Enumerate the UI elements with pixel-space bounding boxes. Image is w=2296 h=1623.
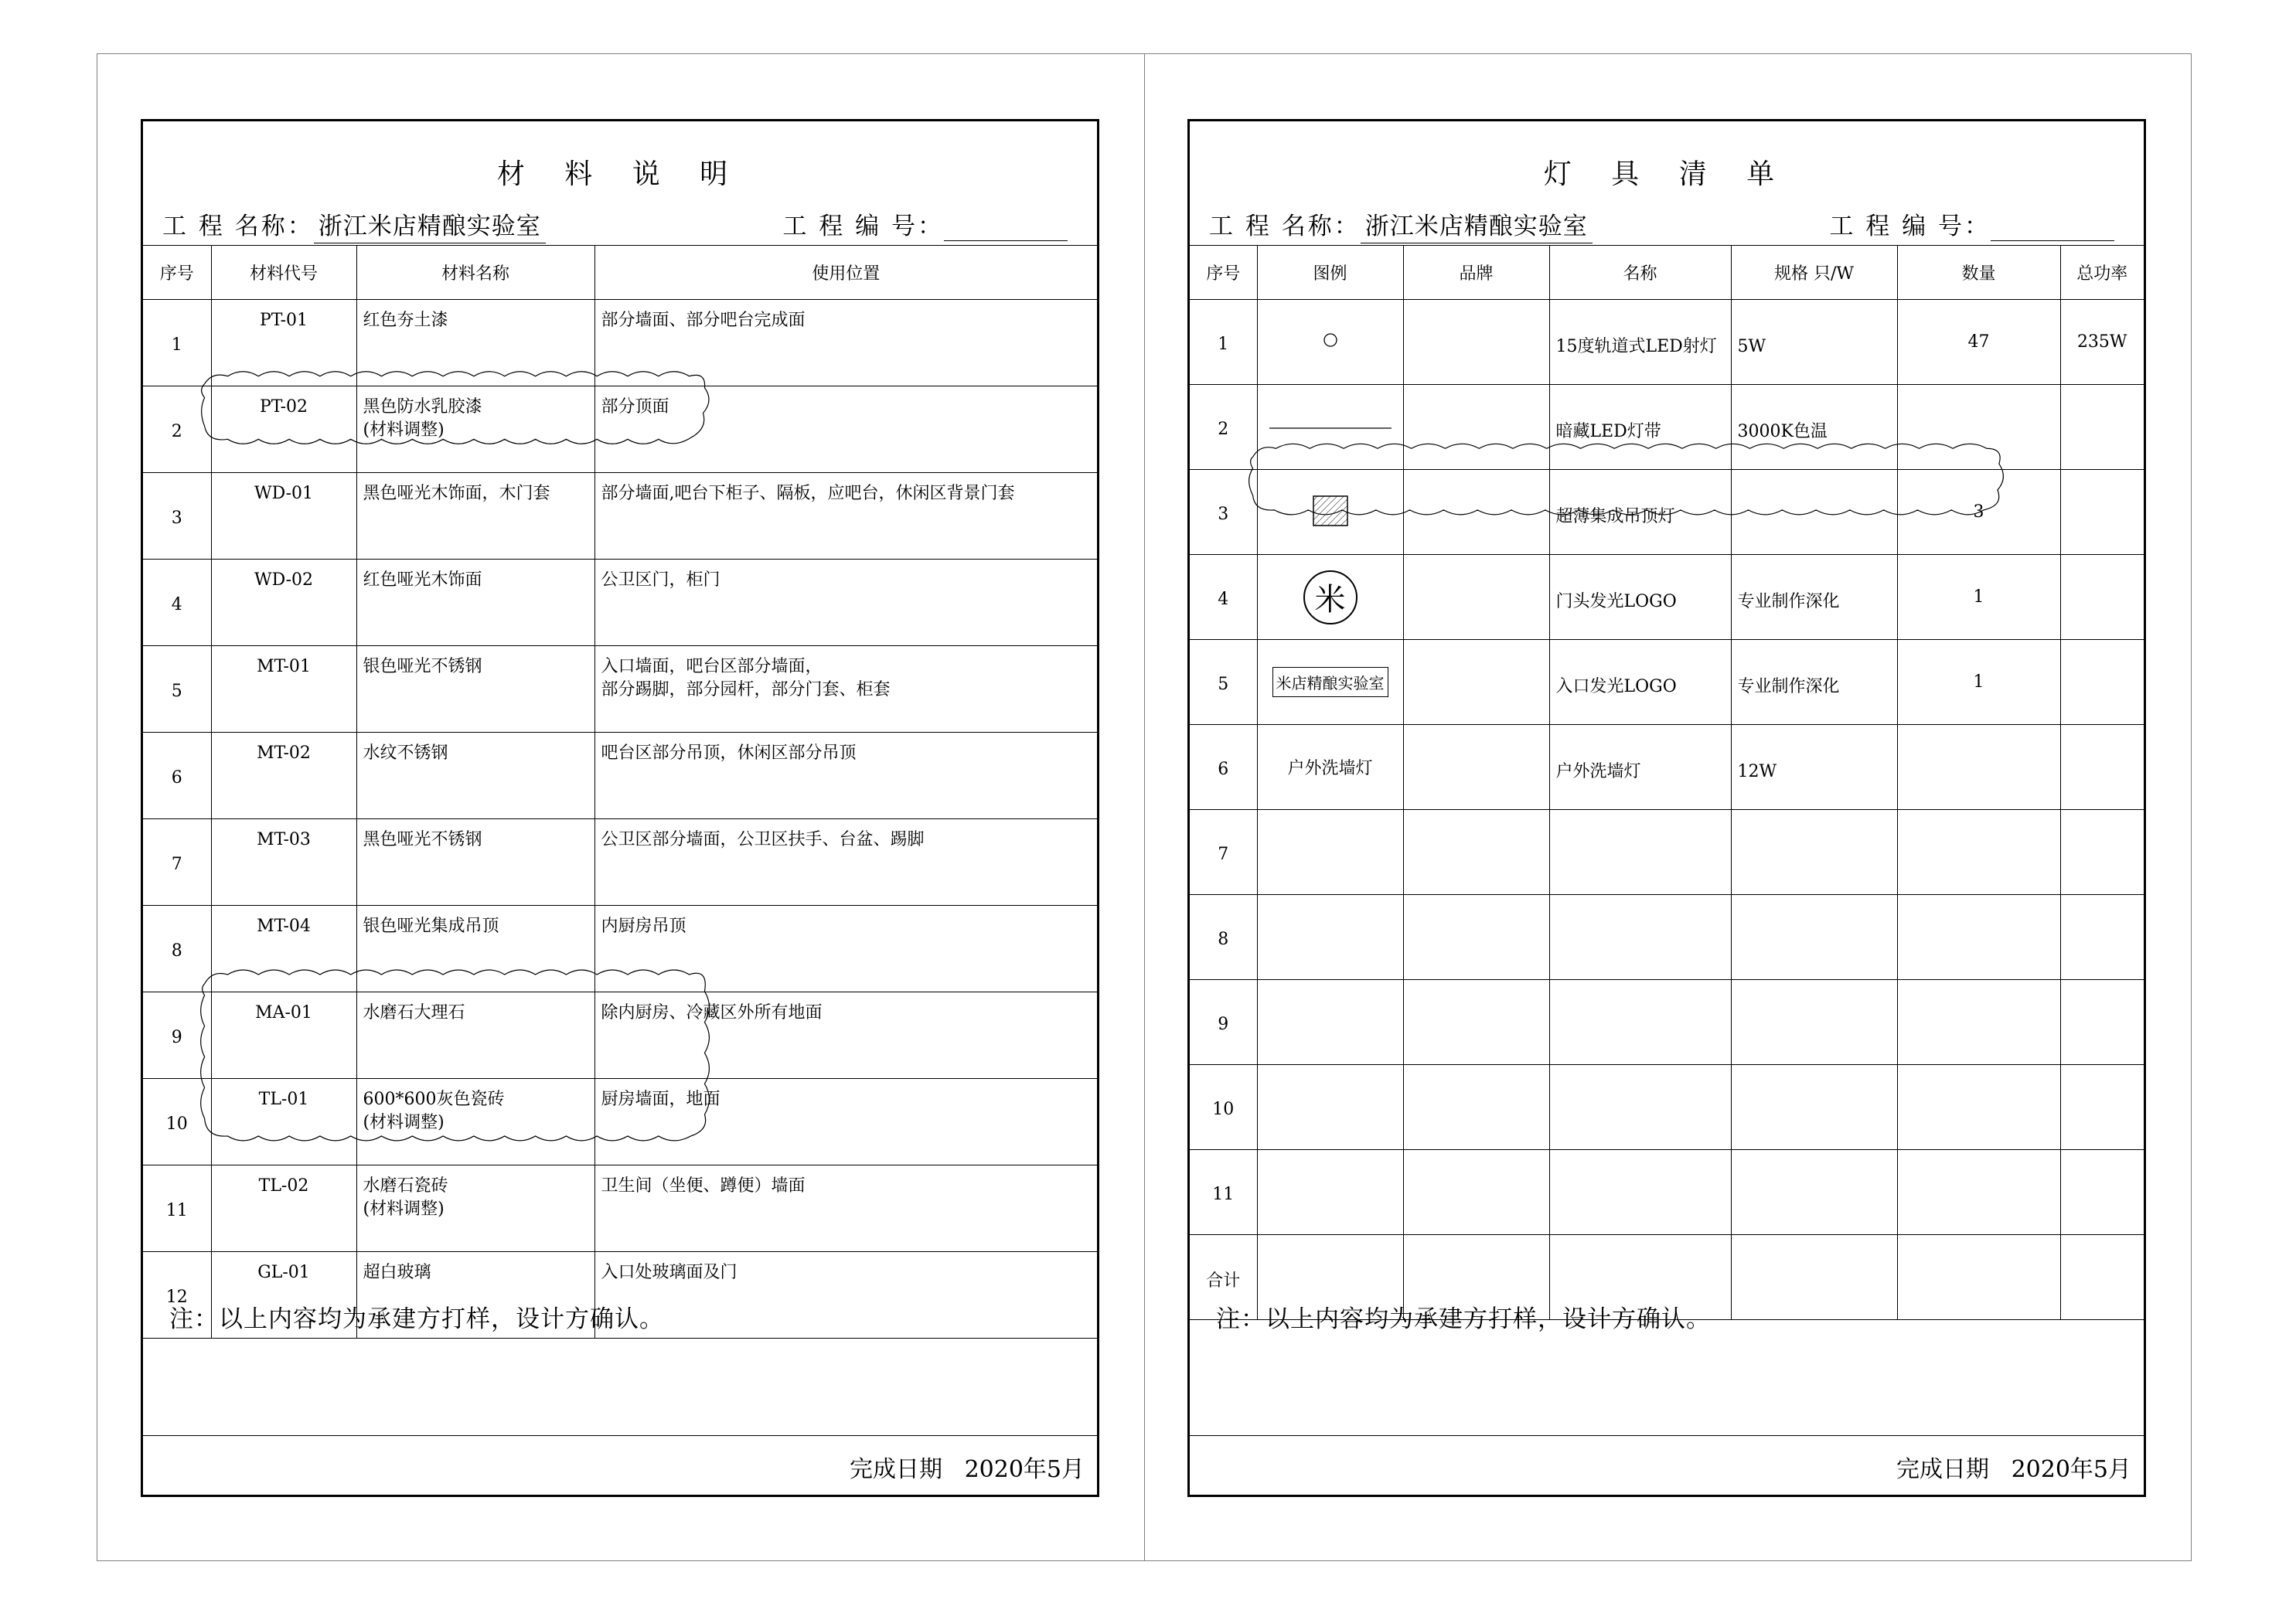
row-number: 4 (1190, 555, 1257, 640)
material-name-cell (356, 473, 594, 560)
table-row (1190, 470, 2144, 555)
light-name (1549, 895, 1731, 980)
material-name: 银色哑光不锈钢 (363, 657, 482, 676)
logo-circle-symbol: 米 (1303, 570, 1358, 624)
material-usage-cell (594, 733, 1097, 819)
completion-date (850, 1450, 1085, 1484)
legend-cell (1257, 640, 1403, 725)
material-code: TL-02 (211, 1165, 356, 1252)
row-number: 1 (143, 300, 211, 386)
table-row (143, 992, 1097, 1079)
header-cell: 序号 (1190, 246, 1257, 300)
table-row (1190, 1065, 2144, 1150)
material-usage: 吧台区部分吊顶，休闲区部分吊顶 (601, 743, 857, 763)
light-total-power (2060, 470, 2144, 555)
material-usage: 部分墙面,吧台下柜子、隔板，应吧台，休闲区背景门套 (601, 484, 1015, 503)
row-number: 8 (1190, 895, 1257, 980)
row-number: 1 (1190, 300, 1257, 385)
light-spec (1731, 1235, 1897, 1320)
logo-box-symbol: 米店精酿实验室 (1272, 667, 1388, 697)
material-usage-cell (594, 1079, 1097, 1165)
light-spec: 5W (1731, 300, 1897, 385)
light-total-power (2060, 810, 2144, 895)
ceiling-panel-symbol-icon (1309, 492, 1352, 529)
table-row (1190, 300, 2144, 385)
materials-note: 注：以上内容均为承建方打样，设计方确认。 (169, 1305, 664, 1333)
header-cell: 品牌 (1403, 246, 1549, 300)
material-name-cell (356, 560, 594, 646)
material-usage-cell (594, 300, 1097, 386)
light-total-power (2060, 895, 2144, 980)
material-usage-cell (594, 1252, 1097, 1339)
material-name: 超白玻璃 (363, 1263, 431, 1282)
light-spec (1731, 1150, 1897, 1235)
light-total-power (2060, 1150, 2144, 1235)
material-usage: 厨房墙面，地面 (601, 1090, 720, 1109)
light-quantity (1897, 980, 2060, 1065)
material-code: MT-04 (211, 906, 356, 992)
material-name-cell (356, 733, 594, 819)
lights-title: 灯 具 清 单 (1543, 158, 1790, 190)
date-value: 2020年5月 (964, 1456, 1085, 1483)
row-number: 9 (143, 992, 211, 1079)
header-cell: 数量 (1897, 246, 2060, 300)
brand-cell (1403, 725, 1549, 810)
project-number-blank (944, 220, 1068, 241)
row-number: 4 (143, 560, 211, 646)
row-number: 8 (143, 906, 211, 992)
table-row (143, 560, 1097, 646)
material-name: 黑色哑光木饰面，木门套 (363, 484, 550, 503)
brand-cell (1403, 895, 1549, 980)
project-number-label: 工 程 编 号： (1829, 213, 1991, 240)
material-usage: 公卫区部分墙面，公卫区扶手、台盆、踢脚 (601, 830, 925, 849)
material-note: (材料调整) (363, 1199, 445, 1219)
material-usage: 内厨房吊顶 (601, 917, 686, 936)
table-row (143, 906, 1097, 992)
material-name-cell (356, 1079, 594, 1165)
header-cell: 序号 (143, 246, 211, 300)
light-quantity (1897, 895, 2060, 980)
light-spec (1731, 1065, 1897, 1150)
table-row (1190, 810, 2144, 895)
materials-project-number (782, 206, 1068, 241)
header-cell: 名称 (1549, 246, 1731, 300)
legend-cell (1257, 1150, 1403, 1235)
project-number-blank (1991, 220, 2114, 241)
material-name: 黑色哑光不锈钢 (363, 830, 482, 849)
row-number: 11 (1190, 1150, 1257, 1235)
brand-cell (1403, 1150, 1549, 1235)
row-number: 10 (1190, 1065, 1257, 1150)
row-number: 12 (143, 1252, 211, 1339)
legend-cell (1257, 980, 1403, 1065)
table-row (1190, 385, 2144, 470)
row-number: 7 (143, 819, 211, 906)
material-code: MT-02 (211, 733, 356, 819)
completion-date (1896, 1450, 2131, 1484)
row-number: 合计 (1190, 1235, 1257, 1320)
header-cell: 规格 只/W (1731, 246, 1897, 300)
material-usage-cell (594, 646, 1097, 733)
legend-cell (1257, 810, 1403, 895)
material-name-cell (356, 819, 594, 906)
light-name (1549, 1150, 1731, 1235)
table-row (1190, 640, 2144, 725)
light-spec: 专业制作深化 (1731, 640, 1897, 725)
material-usage: 部分顶面 (601, 397, 669, 417)
table-row (143, 733, 1097, 819)
light-quantity: 3 (1897, 470, 2060, 555)
brand-cell (1403, 810, 1549, 895)
material-usage-cell (594, 560, 1097, 646)
project-label: 工 程 名称： (1209, 213, 1361, 240)
row-number: 3 (1190, 470, 1257, 555)
light-spec: 3000K色温 (1731, 385, 1897, 470)
table-row (1190, 895, 2144, 980)
project-label: 工 程 名称： (162, 213, 314, 240)
material-usage: 部分墙面、部分吧台完成面 (601, 311, 806, 330)
light-spec (1731, 980, 1897, 1065)
material-name: 银色哑光集成吊顶 (363, 917, 499, 936)
date-label: 完成日期 (849, 1456, 942, 1483)
light-name (1549, 1065, 1731, 1150)
legend-cell (1257, 300, 1403, 385)
material-code: MA-01 (211, 992, 356, 1079)
table-row (143, 819, 1097, 906)
material-usage-cell (594, 906, 1097, 992)
light-spec: 专业制作深化 (1731, 555, 1897, 640)
material-usage-cell (594, 819, 1097, 906)
table-row (143, 646, 1097, 733)
material-note: (材料调整) (363, 1113, 445, 1132)
materials-table (143, 245, 1097, 1339)
light-total-power (2060, 980, 2144, 1065)
row-number: 6 (143, 733, 211, 819)
brand-cell (1403, 555, 1549, 640)
header-cell: 总功率 (2060, 246, 2144, 300)
spotlight-symbol-icon (1321, 331, 1340, 349)
material-name-cell (356, 906, 594, 992)
lights-project-number (1829, 206, 2114, 241)
light-total-power (2060, 725, 2144, 810)
legend-cell (1257, 470, 1403, 555)
brand-cell (1403, 1065, 1549, 1150)
material-name: 600*600灰色瓷砖 (363, 1090, 505, 1109)
light-name (1549, 980, 1731, 1065)
legend-cell (1257, 725, 1403, 810)
row-number: 11 (143, 1165, 211, 1252)
project-name: 浙江米店精酿实验室 (1361, 206, 1593, 243)
light-quantity: 47 (1897, 300, 2060, 385)
table-row (1190, 725, 2144, 810)
table-row (143, 386, 1097, 473)
lights-footer (1190, 1435, 2144, 1498)
legend-cell (1257, 555, 1403, 640)
material-code: WD-02 (211, 560, 356, 646)
table-row (1190, 1150, 2144, 1235)
table-row (1190, 980, 2144, 1065)
material-usage: 公卫区门，柜门 (601, 570, 720, 590)
light-name: 超薄集成吊顶灯 (1549, 470, 1731, 555)
date-label: 完成日期 (1896, 1456, 1989, 1483)
light-quantity (1897, 1065, 2060, 1150)
material-usage: 入口处玻璃面及门 (601, 1263, 738, 1282)
material-name-cell (356, 646, 594, 733)
light-name: 户外洗墙灯 (1549, 725, 1731, 810)
material-usage: 入口墙面，吧台区部分墙面， (601, 657, 823, 676)
material-name-cell (356, 992, 594, 1079)
header-cell: 材料代号 (211, 246, 356, 300)
material-code: GL-01 (211, 1252, 356, 1339)
materials-footer (143, 1435, 1097, 1498)
brand-cell (1403, 300, 1549, 385)
material-usage-line2: 部分踢脚，部分园杆，部分门套、柜套 (601, 680, 891, 699)
row-number: 3 (143, 473, 211, 560)
header-cell: 图例 (1257, 246, 1403, 300)
date-value: 2020年5月 (2011, 1456, 2131, 1483)
material-code: TL-01 (211, 1079, 356, 1165)
table-row (143, 300, 1097, 386)
light-quantity (1897, 810, 2060, 895)
light-quantity: 1 (1897, 640, 2060, 725)
light-spec (1731, 810, 1897, 895)
light-name: 暗藏LED灯带 (1549, 385, 1731, 470)
material-code: PT-01 (211, 300, 356, 386)
legend-text: 户外洗墙灯 (1287, 759, 1373, 778)
light-quantity (1897, 385, 2060, 470)
material-name-cell (356, 1165, 594, 1252)
light-spec (1731, 895, 1897, 980)
light-name: 门头发光LOGO (1549, 555, 1731, 640)
light-total-power (2060, 1235, 2144, 1320)
brand-cell (1403, 470, 1549, 555)
material-usage-cell (594, 386, 1097, 473)
row-number: 6 (1190, 725, 1257, 810)
material-name: 红色哑光木饰面 (363, 570, 482, 590)
material-name-cell (356, 386, 594, 473)
material-usage-cell (594, 992, 1097, 1079)
material-name: 黑色防水乳胶漆 (363, 397, 482, 417)
light-total-power: 235W (2060, 300, 2144, 385)
table-header-row (143, 246, 1097, 300)
material-code: MT-03 (211, 819, 356, 906)
light-name: 入口发光LOGO (1549, 640, 1731, 725)
header-cell: 材料名称 (356, 246, 594, 300)
project-number-label: 工 程 编 号： (782, 213, 944, 240)
project-name: 浙江米店精酿实验室 (314, 206, 546, 243)
material-usage: 除内厨房、冷藏区外所有地面 (601, 1003, 823, 1022)
row-number: 9 (1190, 980, 1257, 1065)
material-name: 水纹不锈钢 (363, 743, 448, 763)
row-number: 5 (1190, 640, 1257, 725)
material-name: 水磨石瓷砖 (363, 1176, 448, 1196)
table-row (143, 1165, 1097, 1252)
row-number: 2 (143, 386, 211, 473)
light-quantity (1897, 725, 2060, 810)
light-quantity: 1 (1897, 555, 2060, 640)
material-usage-cell (594, 473, 1097, 560)
lights-note: 注：以上内容均为承建方打样，设计方确认。 (1216, 1305, 1711, 1333)
material-name-cell (356, 300, 594, 386)
lights-table (1190, 245, 2144, 1320)
light-name (1549, 810, 1731, 895)
table-row (1190, 555, 2144, 640)
sheet-fold-line (1144, 53, 1145, 1561)
material-name: 水磨石大理石 (363, 1003, 465, 1022)
lights-project (1209, 206, 1593, 243)
material-name: 红色夯土漆 (363, 311, 448, 330)
legend-cell (1257, 895, 1403, 980)
legend-cell (1257, 385, 1403, 470)
row-number: 2 (1190, 385, 1257, 470)
legend-cell (1257, 1065, 1403, 1150)
light-spec (1731, 470, 1897, 555)
material-usage: 卫生间（坐便、蹲便）墙面 (601, 1176, 806, 1196)
led-strip-symbol-icon (1265, 424, 1396, 432)
lights-panel (1187, 119, 2146, 1497)
light-name: 15度轨道式LED射灯 (1549, 300, 1731, 385)
brand-cell (1403, 385, 1549, 470)
brand-cell (1403, 980, 1549, 1065)
row-number: 5 (143, 646, 211, 733)
material-note: (材料调整) (363, 420, 445, 440)
table-header-row (1190, 246, 2144, 300)
material-code: PT-02 (211, 386, 356, 473)
table-row (143, 1079, 1097, 1165)
materials-title: 材 料 说 明 (496, 158, 744, 190)
light-spec: 12W (1731, 725, 1897, 810)
material-code: MT-01 (211, 646, 356, 733)
light-total-power (2060, 555, 2144, 640)
light-total-power (2060, 640, 2144, 725)
brand-cell (1403, 640, 1549, 725)
material-code: WD-01 (211, 473, 356, 560)
table-row (143, 473, 1097, 560)
light-quantity (1897, 1235, 2060, 1320)
materials-panel (141, 119, 1099, 1497)
materials-project (162, 206, 546, 243)
row-number: 10 (143, 1079, 211, 1165)
light-quantity (1897, 1150, 2060, 1235)
row-number: 7 (1190, 810, 1257, 895)
light-total-power (2060, 385, 2144, 470)
header-cell: 使用位置 (594, 246, 1097, 300)
material-usage-cell (594, 1165, 1097, 1252)
light-total-power (2060, 1065, 2144, 1150)
